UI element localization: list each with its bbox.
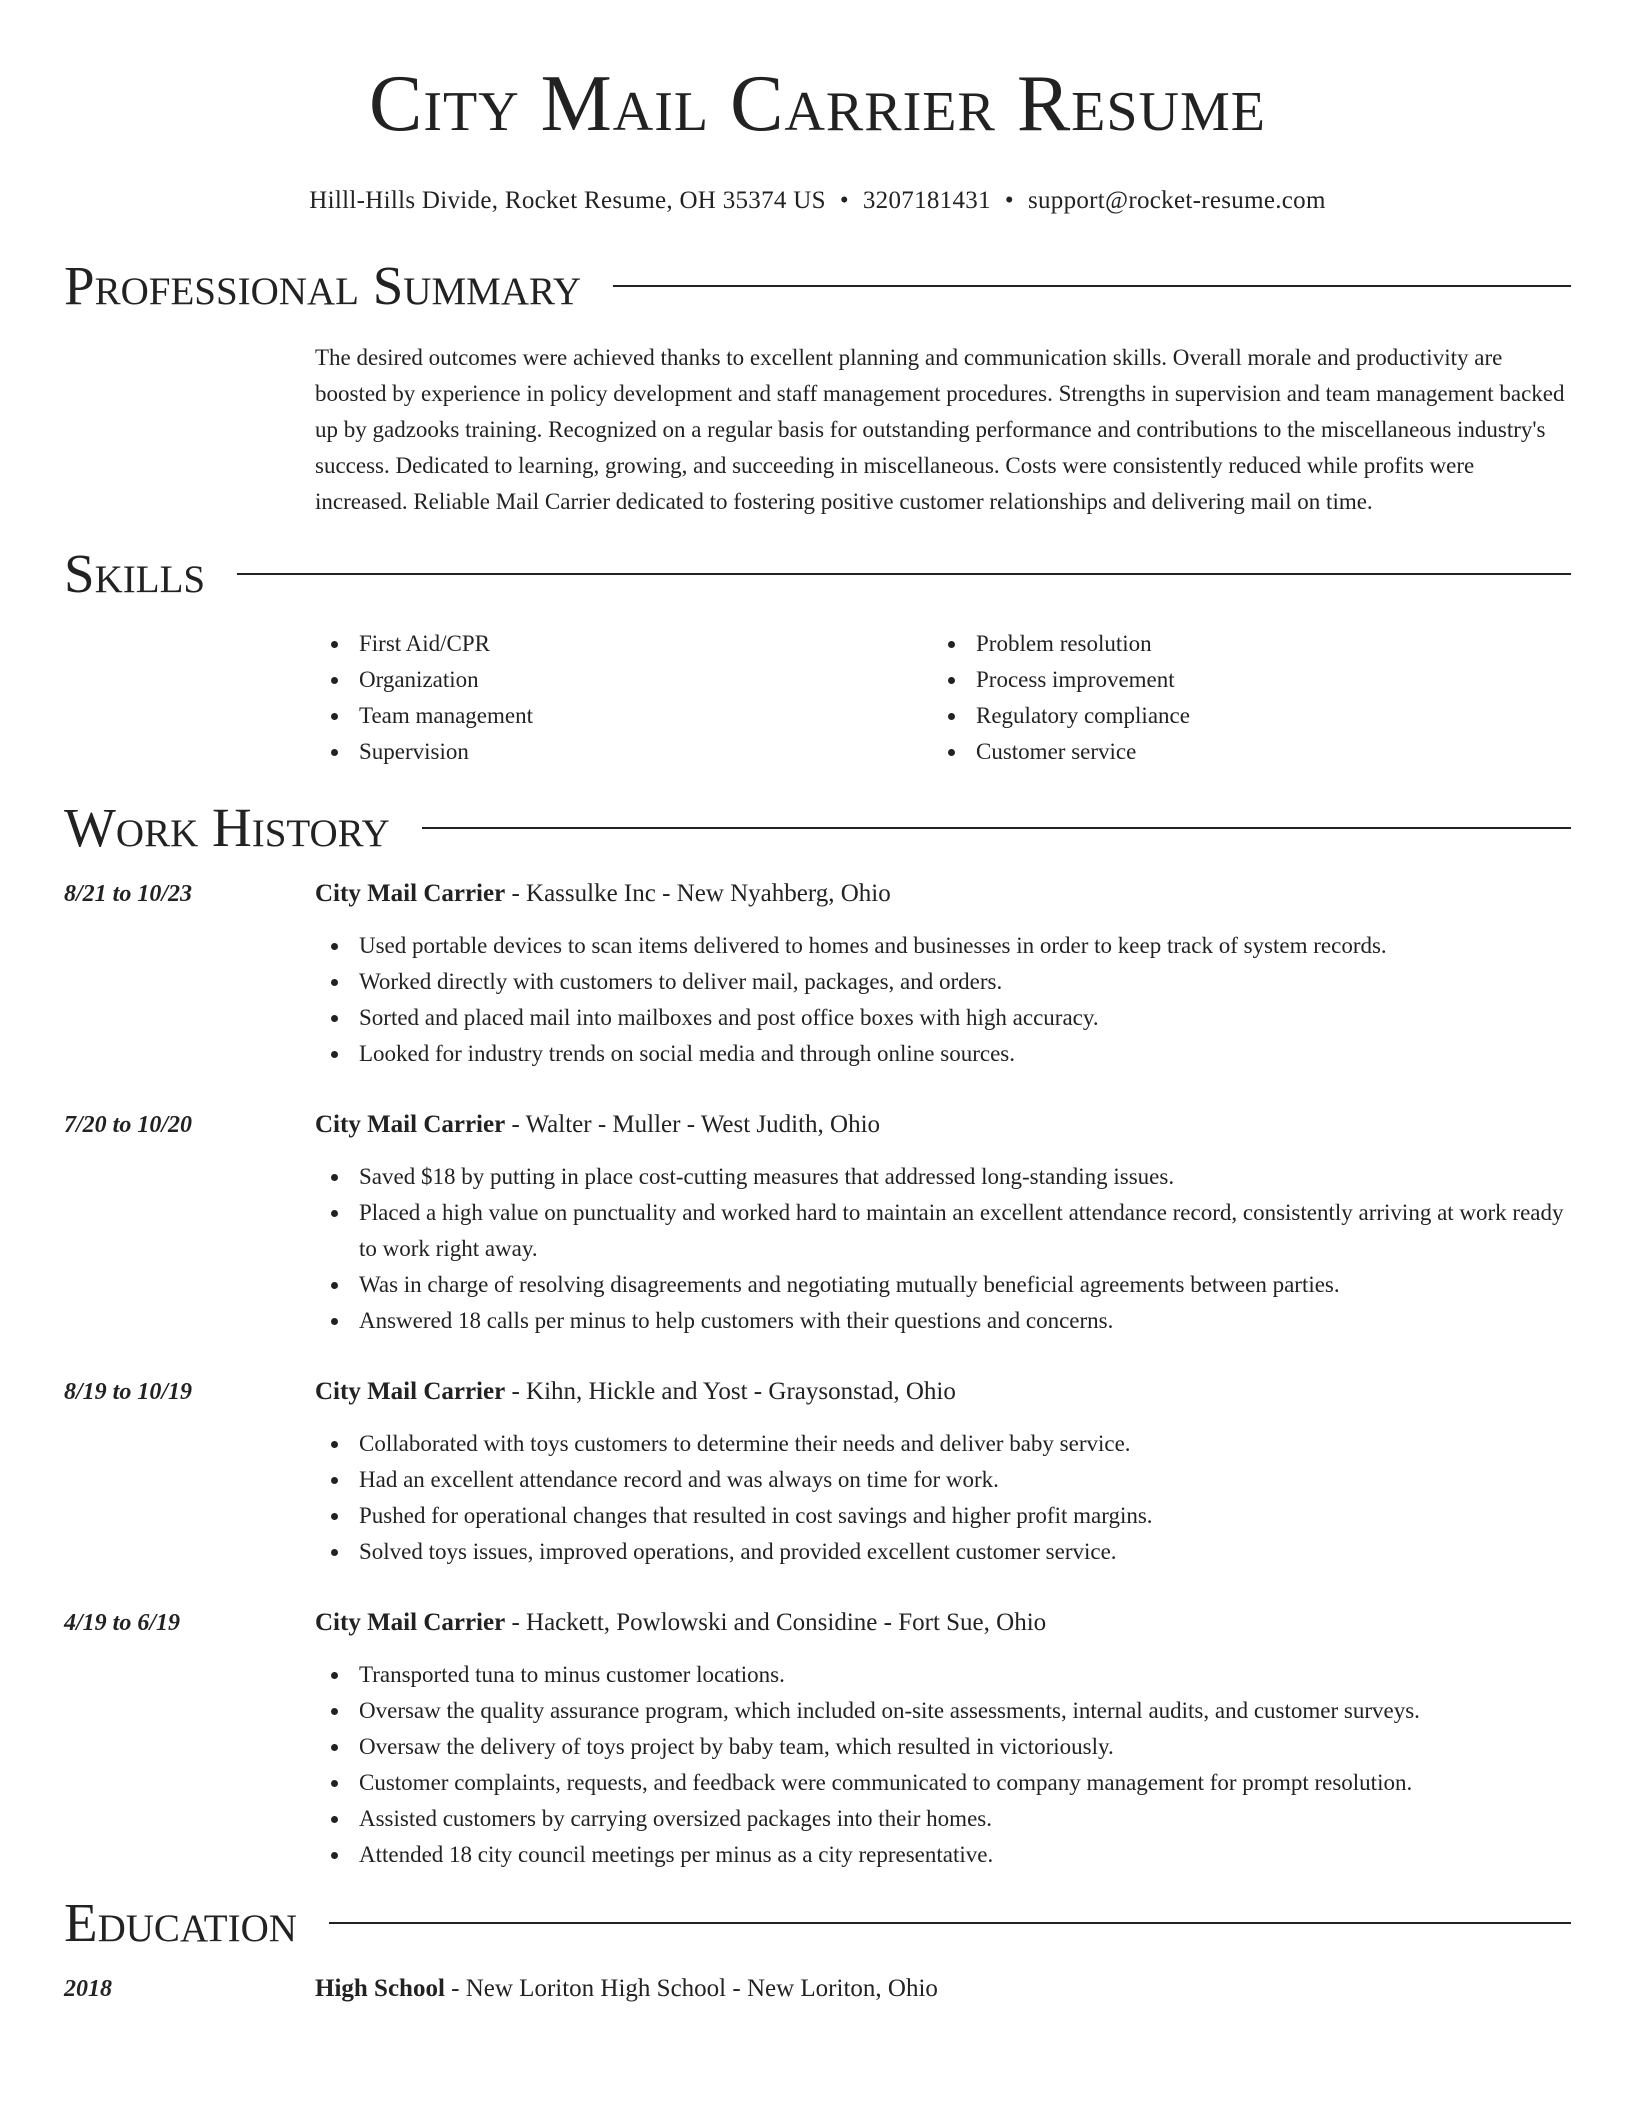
skill-item: First Aid/CPR (315, 626, 932, 662)
job-bullet: Pushed for operational changes that resulted in cost savings and higher profit margins. (315, 1498, 1571, 1534)
job-employer: - Walter - Muller - West Judith, Ohio (505, 1111, 881, 1138)
job-entry (64, 876, 1571, 1072)
skill-item: Regulatory compliance (932, 698, 1549, 734)
job-employer: - Kassulke Inc - New Nyahberg, Ohio (505, 880, 891, 907)
skills-list (315, 626, 1571, 770)
job-bullets (315, 928, 1571, 1072)
job-entry (64, 1605, 1571, 1873)
job-bullet: Looked for industry trends on social media and through online sources. (315, 1036, 1571, 1072)
job-bullet: Answered 18 calls per minus to help customers with their questions and concerns. (315, 1303, 1571, 1339)
job-dates: 8/19 to 10/19 (64, 1379, 193, 1405)
job-bullet: Transported tuna to minus customer locations. (315, 1657, 1571, 1693)
job-employer: - Hackett, Powlowski and Considine - Fort Sue, Ohio (505, 1609, 1047, 1636)
job-bullet: Worked directly with customers to deliver mail, packages, and orders. (315, 964, 1571, 1000)
job-dates: 8/21 to 10/23 (64, 881, 193, 907)
education-year: 2018 (64, 1976, 112, 2002)
summary-section-header (64, 256, 1571, 316)
skill-item: Customer service (932, 734, 1549, 770)
job-title-line (315, 1107, 1571, 1143)
job-title: City Mail Carrier (315, 880, 506, 907)
job-bullet: Had an excellent attendance record and was always on time for work. (315, 1462, 1571, 1498)
resume-title: City Mail Carrier Resume (369, 60, 1266, 148)
skill-item: Problem resolution (932, 626, 1549, 662)
education-section-header (64, 1893, 1571, 1953)
section-divider (613, 285, 1571, 287)
work-heading: Work History (64, 797, 390, 858)
education-degree: High School (315, 1975, 445, 2002)
contact-phone[interactable]: 3207181431 (862, 187, 991, 214)
job-bullet: Customer complaints, requests, and feedback were communicated to company management for prompt resolution. (315, 1765, 1571, 1801)
skill-item: Supervision (315, 734, 932, 770)
job-title: City Mail Carrier (315, 1378, 506, 1405)
skills-heading: Skills (64, 543, 206, 604)
job-bullet: Oversaw the quality assurance program, which included on-site assessments, internal audits, and customer surveys. (315, 1693, 1571, 1729)
job-bullet: Placed a high value on punctuality and worked hard to maintain an excellent attendance record, consistently arriving at work ready to work right away. (315, 1195, 1571, 1267)
job-bullet: Oversaw the delivery of toys project by baby team, which resulted in victoriously. (315, 1729, 1571, 1765)
summary-text: The desired outcomes were achieved thanks to excellent planning and communication skills. Overall morale and productivity are boosted by experience in policy development and staff management procedures. Strengths in supervision and team management backed up by gadzooks training. Recognized on a regular basis for outstanding performance and contributions to the miscellaneous industry's success. Dedicated to learning, growing, and succeeding in miscellaneous. Costs were consistently reduced while profits were increased. Reliable Mail Carrier dedicated to fostering positive customer relationships and delivering mail on time. (315, 345, 1565, 514)
summary-heading: Professional Summary (64, 255, 582, 316)
skill-item: Process improvement (932, 662, 1549, 698)
contact-line (64, 186, 1571, 216)
job-bullet: Collaborated with toys customers to determine their needs and deliver baby service. (315, 1426, 1571, 1462)
job-title-line (315, 1605, 1571, 1641)
job-bullet: Was in charge of resolving disagreements and negotiating mutually beneficial agreements between parties. (315, 1267, 1571, 1303)
section-divider (422, 827, 1571, 829)
job-bullet: Solved toys issues, improved operations, and provided excellent customer service. (315, 1534, 1571, 1570)
job-employer: - Kihn, Hickle and Yost - Graysonstad, Ohio (505, 1378, 956, 1405)
skill-item: Team management (315, 698, 932, 734)
contact-separator: • (1004, 187, 1014, 214)
section-divider (329, 1922, 1571, 1924)
job-bullet: Assisted customers by carrying oversized packages into their homes. (315, 1801, 1571, 1837)
contact-address: Hilll-Hills Divide, Rocket Resume, OH 35374 US (309, 187, 826, 214)
job-bullet: Used portable devices to scan items delivered to homes and businesses in order to keep track of system records. (315, 928, 1571, 964)
job-title-line (315, 876, 1571, 912)
education-school: - New Loriton High School - New Loriton, Ohio (444, 1975, 938, 2002)
skills-section-header (64, 544, 1571, 604)
education-heading: Education (64, 1892, 297, 1953)
job-bullet: Sorted and placed mail into mailboxes and post office boxes with high accuracy. (315, 1000, 1571, 1036)
job-entry (64, 1107, 1571, 1339)
section-divider (237, 573, 1571, 575)
job-bullets (315, 1159, 1571, 1339)
job-dates: 7/20 to 10/20 (64, 1112, 193, 1138)
job-title-line (315, 1374, 1571, 1410)
skill-item: Organization (315, 662, 932, 698)
education-title-line (315, 1971, 1571, 2007)
contact-separator: • (839, 187, 849, 214)
work-section-header (64, 798, 1571, 858)
skills-column-left (315, 626, 932, 770)
job-title: City Mail Carrier (315, 1609, 506, 1636)
job-bullets (315, 1657, 1571, 1873)
job-bullet: Attended 18 city council meetings per minus as a city representative. (315, 1837, 1571, 1873)
job-bullet: Saved $18 by putting in place cost-cutting measures that addressed long-standing issues. (315, 1159, 1571, 1195)
job-entry (64, 1374, 1571, 1570)
job-title: City Mail Carrier (315, 1111, 506, 1138)
job-bullets (315, 1426, 1571, 1570)
skills-column-right (932, 626, 1549, 770)
education-entry (64, 1971, 1571, 2007)
contact-email[interactable]: support@rocket-resume.com (1027, 187, 1326, 214)
job-dates: 4/19 to 6/19 (64, 1610, 181, 1636)
